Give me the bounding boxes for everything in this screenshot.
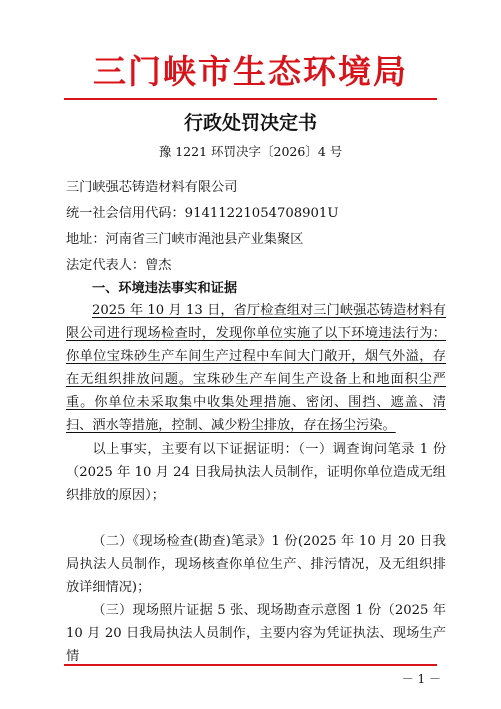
facts-text: 2025 年 10 月 13 日，省厅检查组对三门峡强芯铸造材料有限公司进行现场检查时，发现你单位实施了以下环境违法行为：你单位宝珠砂生产车间生产过程中车间大门敞开，烟气外溢，存在无组织排放问题。宝珠砂生产车间生产设备上和地面积尘严重。你单位未采取集中收集处理措施、密闭、围挡、遮盖、清扫、洒水等措施，控制、减少粉尘排放，存在扬尘污染。 [66, 303, 446, 433]
party-company: 三门峡强芯铸造材料有限公司 [66, 180, 238, 195]
document-title: 行政处罚决定书 [183, 112, 317, 134]
document-number: 豫 1221 环罚决字〔2026〕4 号 [158, 144, 343, 159]
header-org-name: 三门峡市生态环境局 [93, 52, 408, 91]
facts-paragraph [66, 300, 446, 437]
party-address: 地址：河南省三门峡市渑池县产业集聚区 [66, 232, 304, 247]
header-red-rule [64, 98, 437, 100]
evidence-paragraph-3 [66, 600, 446, 669]
footer-red-rule [64, 664, 437, 666]
evidence-2-text: （二）《现场检查(勘查)笔录》1 份(2025 年 10 月 20 日我局执法人员制作，现场核查你单位生产、排污情况，及无组织排放详细情况)； [66, 534, 446, 595]
evidence-1-text: 以上事实，主要有以下证据证明：（一）调查询问笔录 1 份（2025 年 10 月 24 日我局执法人员制作，证明你单位造成无组织排放的原因）； [66, 442, 446, 503]
section-heading: 一、环境违法事实和证据 [92, 281, 238, 296]
party-representative: 法定代表人：曾杰 [66, 258, 172, 273]
evidence-paragraph-1 [66, 439, 446, 508]
party-credit-code: 统一社会信用代码：91411221054708901U [66, 206, 339, 221]
evidence-3-text: （三）现场照片证据 5 张、现场勘查示意图 1 份（2025 年 10 月 20 日我局执法人员制作，主要内容为凭证执法、现场生产情 [66, 603, 446, 664]
page-number: － 1 － [401, 672, 441, 686]
evidence-paragraph-2 [66, 531, 446, 600]
